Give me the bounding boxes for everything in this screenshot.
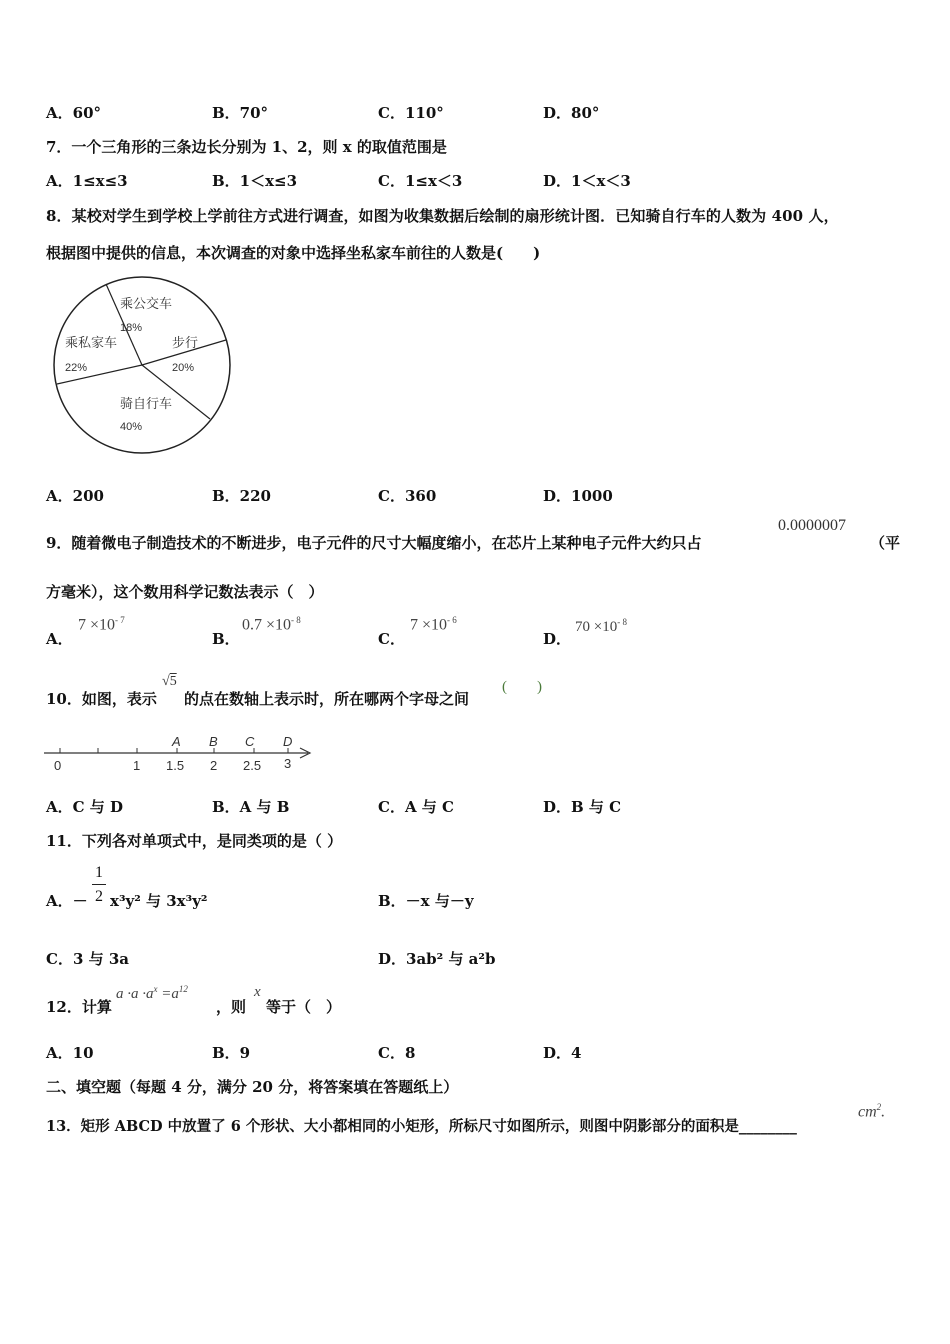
q12-variable: x <box>254 984 261 1000</box>
q8-option-b: B．220 <box>212 487 271 505</box>
q10-option-d: D．B 与 C <box>543 798 622 816</box>
q13-question: 13．矩形 ABCD 中放置了 6 个形状、大小都相同的小矩形，所标尺寸如图所示，则图中阴影部分的面积是________ <box>46 1118 797 1135</box>
q10-option-b: B．A 与 B <box>212 798 290 816</box>
q6-option-a: A．60° <box>46 104 102 122</box>
q11-fraction <box>92 862 106 909</box>
q6-option-d: D．80° <box>543 104 600 122</box>
q12-expression: $a \cdot a \cdot a^x =a^{12}$ <box>116 984 188 1002</box>
q7-option-b: B．1＜x≤3 <box>212 172 298 190</box>
q8-option-d: D．1000 <box>543 487 613 505</box>
q9-option-a-letter: A． <box>46 630 73 648</box>
q7-option-c: C．1≤x＜3 <box>378 172 463 190</box>
axis-letter-d: D <box>283 734 293 749</box>
axis-letter-b: B <box>209 734 218 749</box>
q10-paren: ( ) <box>502 679 542 695</box>
q11-option-c: C．3 与 3a <box>46 950 129 968</box>
q12-option-a: A．10 <box>46 1044 94 1062</box>
q10-question-post: 的点在数轴上表示时，所在哪两个字母之间 <box>184 690 470 708</box>
q12-option-b: B．9 <box>212 1044 251 1062</box>
q11-fraction-den: 2 <box>95 888 103 905</box>
pie-label-walk: 步行 <box>172 335 199 350</box>
q9-question-line2: 方毫米），这个数用科学记数法表示（ ） <box>46 583 324 601</box>
q8-option-c: C．360 <box>378 487 437 505</box>
q12-question-post: 等于（ ） <box>266 998 342 1016</box>
q8-option-a: A．200 <box>46 487 104 505</box>
q12-option-d: D．4 <box>543 1044 582 1062</box>
q9-option-a-expr: $7 \times 10^{- 7}$ <box>78 615 125 634</box>
pie-label-bus: 乘公交车 <box>120 296 173 311</box>
axis-tick-2: 2 <box>210 758 218 773</box>
q12-question-mid: ，则 <box>216 998 247 1016</box>
q11-option-d: D．3ab² 与 a²b <box>378 950 496 968</box>
pie-pct-walk: 20% <box>172 362 195 374</box>
axis-tick-1: 1 <box>133 758 141 773</box>
q8-question-line2: 根据图中提供的信息，本次调查的对象中选择坐私家车前往的人数是( ) <box>46 244 541 262</box>
section-title: 二、填空题（每题 4 分，满分 20 分，将答案填在答题纸上） <box>46 1078 459 1096</box>
q11-option-b: B．－x 与－y <box>378 892 474 910</box>
number-line <box>40 728 320 778</box>
pie-pct-bike: 40% <box>120 421 143 433</box>
q11-option-a-prefix: A．－ <box>46 892 88 910</box>
q6-option-b: B．70° <box>212 104 269 122</box>
q7-option-a: A．1≤x≤3 <box>46 172 128 190</box>
q12-option-c: C．8 <box>378 1044 416 1062</box>
q9-value: 0.0000007 <box>778 517 846 534</box>
q8-question-line1: 8．某校对学生到学校上学前往方式进行调查，如图为收集数据后绘制的扇形统计图．已知骑自行车的人数为 400 人， <box>46 207 839 225</box>
q9-unit-open: （平 <box>870 534 901 552</box>
q10-option-a: A．C 与 D <box>46 798 124 816</box>
pie-label-bike: 骑自行车 <box>120 396 173 411</box>
axis-tick-0: 0 <box>54 758 62 773</box>
q9-option-b-expr: $0.7 \times 10^{- 8}$ <box>242 615 301 634</box>
q9-option-b-letter: B． <box>212 630 240 648</box>
q11-option-a-tail: x³y² 与 3x³y² <box>110 892 208 910</box>
axis-tick-2-5: 2.5 <box>243 758 262 773</box>
pie-label-car: 乘私家车 <box>65 335 118 350</box>
axis-letter-a: A <box>172 734 181 749</box>
q11-fraction-num: 1 <box>92 862 106 885</box>
q6-option-c: C．110° <box>378 104 444 122</box>
pie-pct-bus: 18% <box>120 322 143 334</box>
q9-option-c-expr: $7 \times 10^{- 6}$ <box>410 615 457 634</box>
axis-letter-c: C <box>245 734 255 749</box>
q11-question: 11．下列各对单项式中，是同类项的是（ ） <box>46 832 343 850</box>
q10-radical: √5 <box>162 674 177 689</box>
q13-unit: $cm^2$. <box>858 1102 886 1121</box>
pie-chart <box>48 274 238 464</box>
axis-tick-1-5: 1.5 <box>166 758 185 773</box>
q10-question-pre: 10．如图，表示 <box>46 690 157 708</box>
q9-option-d-letter: D． <box>543 630 572 648</box>
q9-option-c-letter: C． <box>378 630 405 648</box>
q12-question-pre: 12．计算 <box>46 998 112 1016</box>
q9-question-line1: 9．随着微电子制造技术的不断进步，电子元件的尺寸大幅度缩小，在芯片上某种电子元件大约只占 <box>46 534 702 552</box>
q10-option-c: C．A 与 C <box>378 798 454 816</box>
q7-question: 7．一个三角形的三条边长分别为 1、2，则 x 的取值范围是 <box>46 138 447 156</box>
q7-option-d: D．1＜x＜3 <box>543 172 631 190</box>
q9-option-d-expr: $70 \times 10^{- 8}$ <box>575 617 627 635</box>
pie-pct-car: 22% <box>65 362 88 374</box>
axis-tick-3: 3 <box>284 756 292 771</box>
